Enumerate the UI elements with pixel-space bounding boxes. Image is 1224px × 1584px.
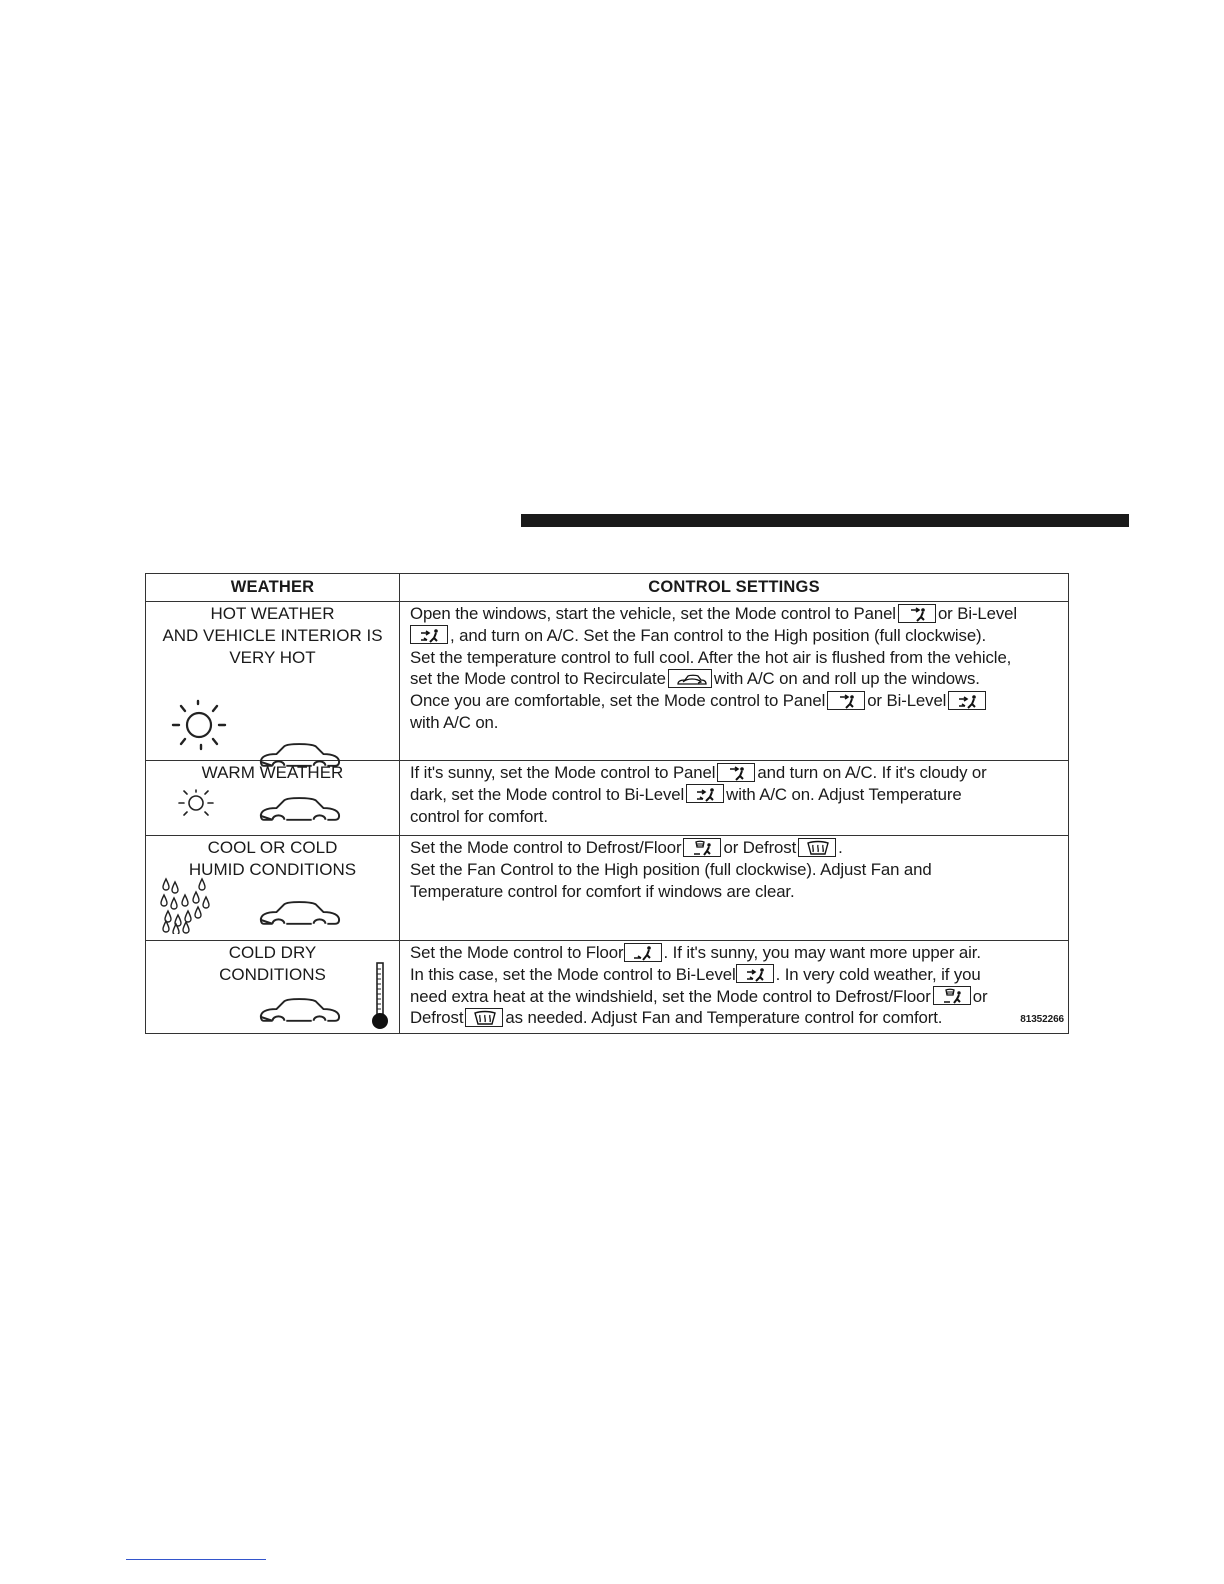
control-settings-cell: Open the windows, start the vehicle, set the Mode control to Panel or Bi-Level , and turn on A/C. Set the Fan control to the High position (full clockwise). Set the temperature control to full cool. After the hot air is flushed from the vehicle, set the Mode control to Recirculate with A/C on and roll up the windows. Once you are comfortable, set the Mode control to Panel or Bi-Level with A/C on. xyxy=(400,602,1069,761)
thermometer-icon xyxy=(370,961,390,1031)
weather-label: HOT WEATHER AND VEHICLE INTERIOR IS VERY HOT xyxy=(162,604,383,667)
floor-mode-icon xyxy=(624,943,662,962)
weather-cell xyxy=(146,761,400,836)
car-icon xyxy=(255,794,343,828)
weather-label: COLD DRY CONDITIONS xyxy=(219,943,326,984)
recirculate-mode-icon xyxy=(668,669,712,688)
table-row-cool-humid xyxy=(146,836,1069,941)
weather-cell xyxy=(146,836,400,941)
table-row-hot-weather xyxy=(146,602,1069,761)
control-settings-cell: Set the Mode control to Floor . If it's sunny, you may want more upper air. In this case, set the Mode control to Bi-Level . In very cold weather, if you need extra heat at the windshield, set the Mode control to Defrost/Floor or Defrost as needed. Adjust Fan and Temperature control for comfort. 81352266 xyxy=(400,941,1069,1034)
weather-column-header: WEATHER xyxy=(146,574,400,602)
bi-level-mode-icon xyxy=(686,784,724,803)
defrost-mode-icon xyxy=(465,1008,503,1027)
section-header-bar xyxy=(521,514,1129,527)
control-settings-column-header: CONTROL SETTINGS xyxy=(400,574,1069,602)
table-row-warm-weather xyxy=(146,761,1069,836)
figure-id: 81352266 xyxy=(1020,1014,1064,1026)
weather-label: COOL OR COLD HUMID CONDITIONS xyxy=(188,838,357,879)
control-settings-cell: If it's sunny, set the Mode control to Panel and turn on A/C. If it's cloudy or dark, set the Mode control to Bi-Level with A/C on. Adjust Temperature control for comfort. xyxy=(400,761,1069,836)
weather-cell xyxy=(146,602,400,761)
raindrops-icon xyxy=(158,876,214,934)
defrost-floor-mode-icon xyxy=(683,838,721,857)
climate-control-settings-table xyxy=(145,573,1069,1034)
bi-level-mode-icon xyxy=(736,964,774,983)
car-icon xyxy=(255,995,343,1029)
bi-level-mode-icon xyxy=(948,691,986,710)
panel-mode-icon xyxy=(717,763,755,782)
table-row-cold-dry xyxy=(146,941,1069,1034)
panel-mode-icon xyxy=(898,604,936,623)
control-settings-cell: Set the Mode control to Defrost/Floor or Defrost . Set the Fan Control to the High position (full clockwise). Adjust Fan and Temperature control for comfort if windows are clear. xyxy=(400,836,1069,941)
page-link-underline[interactable] xyxy=(126,1559,266,1560)
sun-icon xyxy=(174,787,218,819)
defrost-floor-mode-icon xyxy=(933,986,971,1005)
panel-mode-icon xyxy=(827,691,865,710)
bi-level-mode-icon xyxy=(410,625,448,644)
table-header-row xyxy=(146,574,1069,602)
defrost-mode-icon xyxy=(798,838,836,857)
weather-label: WARM WEATHER xyxy=(201,763,344,782)
car-icon xyxy=(255,898,343,932)
weather-cell xyxy=(146,941,400,1034)
sun-icon xyxy=(166,698,230,754)
